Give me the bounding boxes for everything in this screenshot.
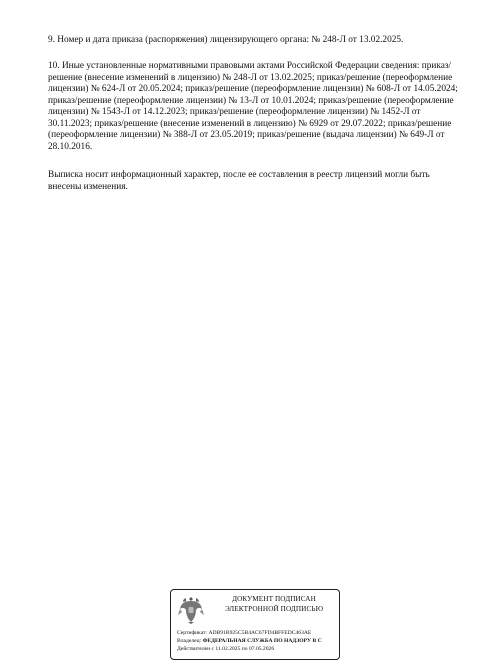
coat-of-arms-icon — [177, 593, 205, 625]
electronic-signature-stamp — [170, 589, 340, 660]
stamp-certificate — [177, 630, 339, 637]
stamp-title-line-1: ДОКУМЕНТ ПОДПИСАН — [232, 595, 316, 603]
owner-value: ФЕДЕРАЛЬНАЯ СЛУЖБА ПО НАДЗОРУ В С — [202, 638, 322, 644]
owner-label: Владелец: — [177, 638, 202, 644]
certificate-value: ADB91B925C5B4AC67FD4BFFEDC463AE — [208, 630, 312, 636]
stamp-owner — [177, 638, 339, 645]
item-9-order-number: 9. Номер и дата приказа (распоряжения) лицензирующего органа: № 248-Л от 13.02.2025. — [48, 35, 404, 45]
stamp-title-line-2: ЭЛЕКТРОННОЙ ПОДПИСЬЮ — [224, 605, 324, 613]
informational-note: Выписка носит информационный характер, после ее составления в реестр лицензий могли быть внесены изменения. — [48, 170, 430, 192]
item-10-other-info: 10. Иные установленные нормативными правовыми актами Российской Федерации сведения: приказ/решение (внесение изменений в лицензию) № 248-Л от 13.02.2025; приказ/решение (переоформление лицензии) № 624-Л от 20.05.2024; приказ/решение (переоформление лицензии) № 608-Л от 14.05.2024; приказ/решение (переоформление лицензии) № 13-Л от 10.01.2024; приказ/решение (переоформление лицензии) № 1543-Л от 14.12.2023; приказ/решение (переоформление лицензии) № 1452-Л от 30.11.2023; приказ/решение (внесение изменений в лицензию) № 6929 от 29.07.2022; приказ/решение (переоформление лицензии) № 388-Л от 23.05.2019; приказ/решение (выдача лицензии) № 649-Л от 28.10.2016. — [48, 61, 458, 152]
stamp-validity: Действителен с 11.02.2025 по 07.05.2026 — [177, 646, 275, 652]
certificate-label: Сертификат: — [177, 630, 208, 636]
